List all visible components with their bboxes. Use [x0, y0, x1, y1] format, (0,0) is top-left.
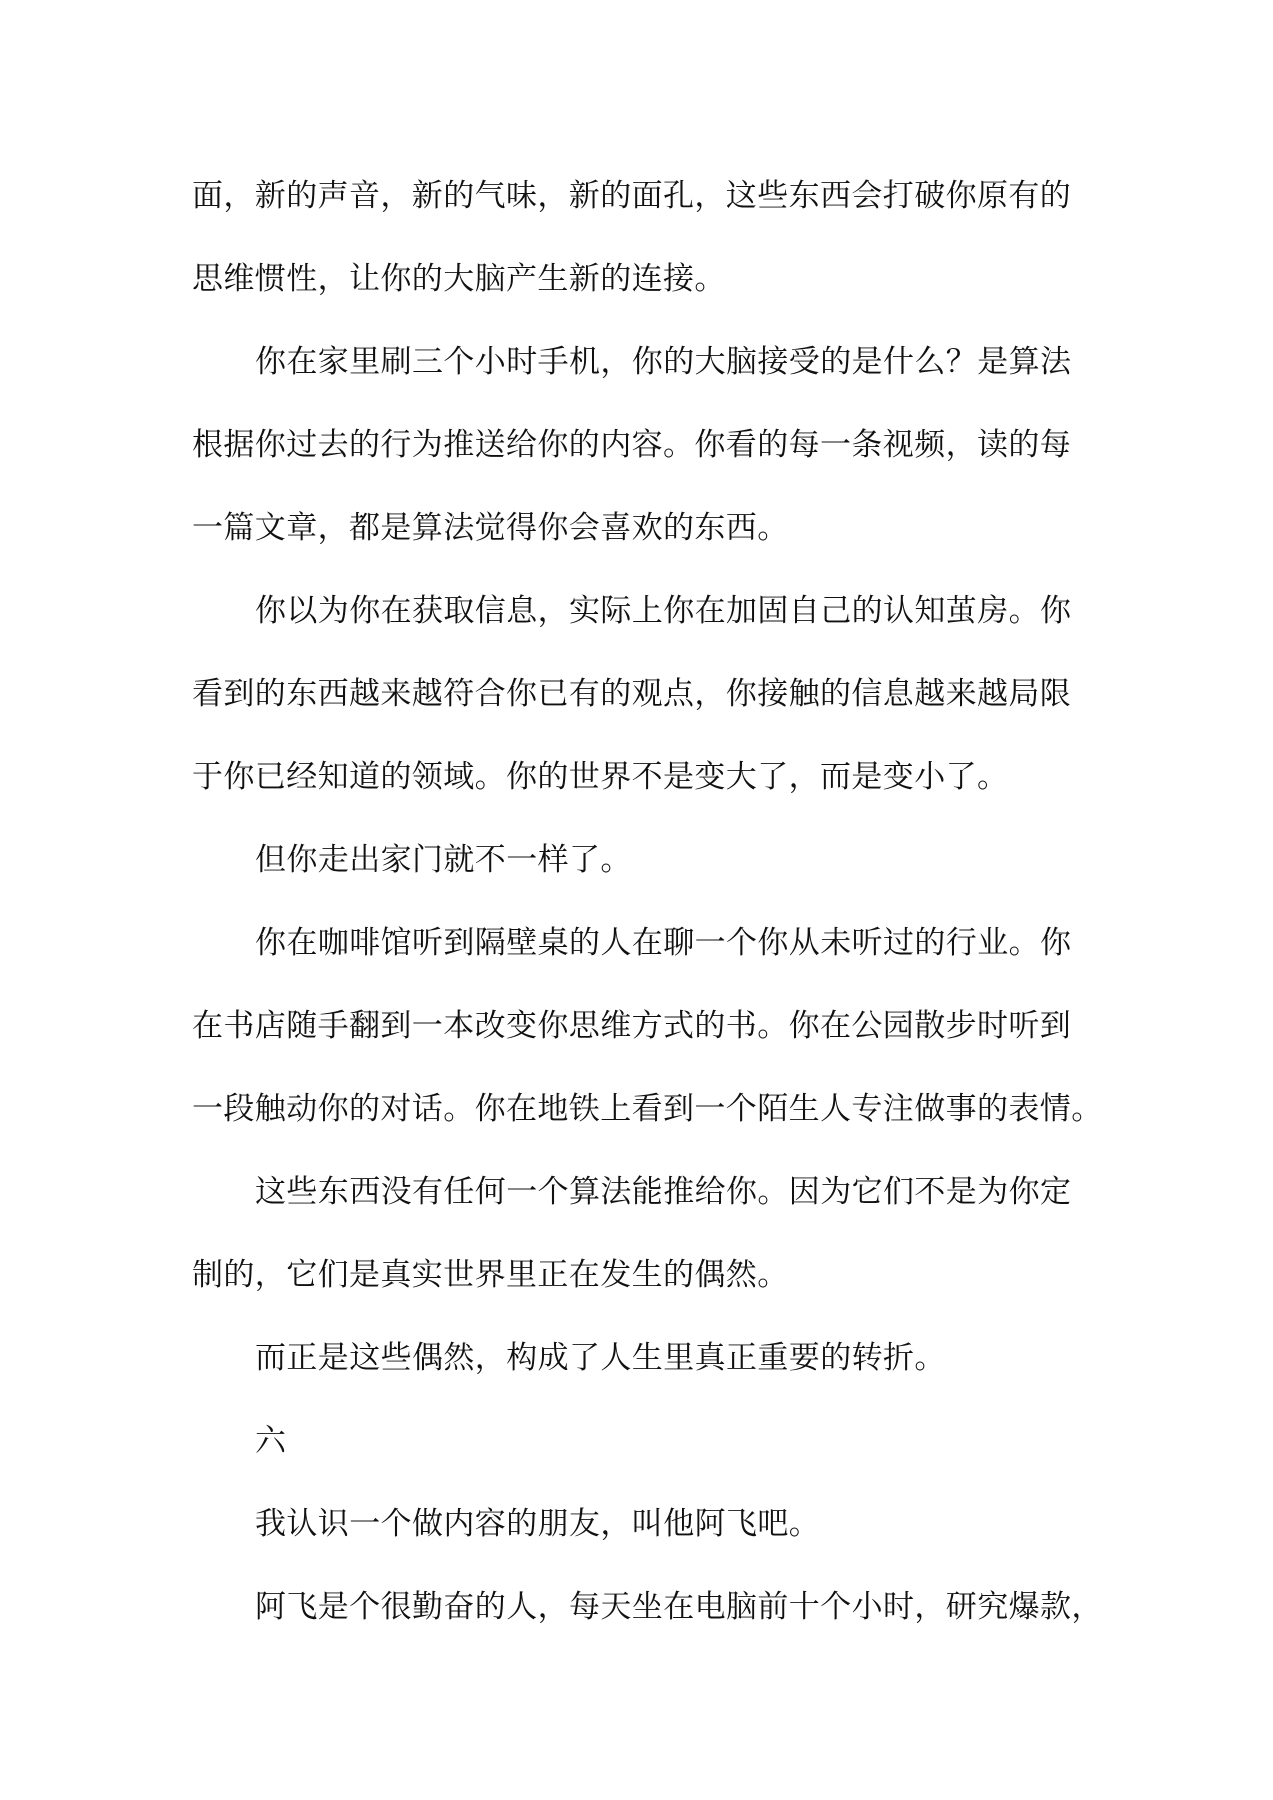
paragraph-start-line: 而正是这些偶然，构成了人生里真正重要的转折。 [255, 1340, 946, 1376]
paragraph-start-line: 这些东西没有任何一个算法能推给你。因为它们不是为你定 [255, 1174, 1072, 1210]
text-line: 看到的东西越来越符合你已有的观点，你接触的信息越来越局限 [192, 676, 1072, 712]
text-line: 一段触动你的对话。你在地铁上看到一个陌生人专注做事的表情。 [192, 1091, 1103, 1127]
paragraph-start-line: 你在咖啡馆听到隔壁桌的人在聊一个你从未听过的行业。你 [255, 925, 1072, 961]
text-line: 面，新的声音，新的气味，新的面孔，这些东西会打破你原有的 [192, 178, 1072, 214]
text-line: 思维惯性，让你的大脑产生新的连接。 [192, 261, 726, 297]
section-heading: 六 [255, 1423, 287, 1459]
paragraph-start-line: 你在家里刷三个小时手机，你的大脑接受的是什么？是算法 [255, 344, 1072, 380]
paragraph-start-line: 但你走出家门就不一样了。 [255, 842, 632, 878]
text-line: 一篇文章，都是算法觉得你会喜欢的东西。 [192, 510, 789, 546]
text-line: 于你已经知道的领域。你的世界不是变大了，而是变小了。 [192, 759, 1009, 795]
text-line: 在书店随手翻到一本改变你思维方式的书。你在公园散步时听到 [192, 1008, 1072, 1044]
paragraph-start-line: 阿飞是个很勤奋的人，每天坐在电脑前十个小时，研究爆款， [255, 1589, 1103, 1625]
paragraph-start-line: 我认识一个做内容的朋友，叫他阿飞吧。 [255, 1506, 821, 1542]
text-line: 根据你过去的行为推送给你的内容。你看的每一条视频，读的每 [192, 427, 1072, 463]
text-line: 制的，它们是真实世界里正在发生的偶然。 [192, 1257, 789, 1293]
paragraph-start-line: 你以为你在获取信息，实际上你在加固自己的认知茧房。你 [255, 593, 1072, 629]
